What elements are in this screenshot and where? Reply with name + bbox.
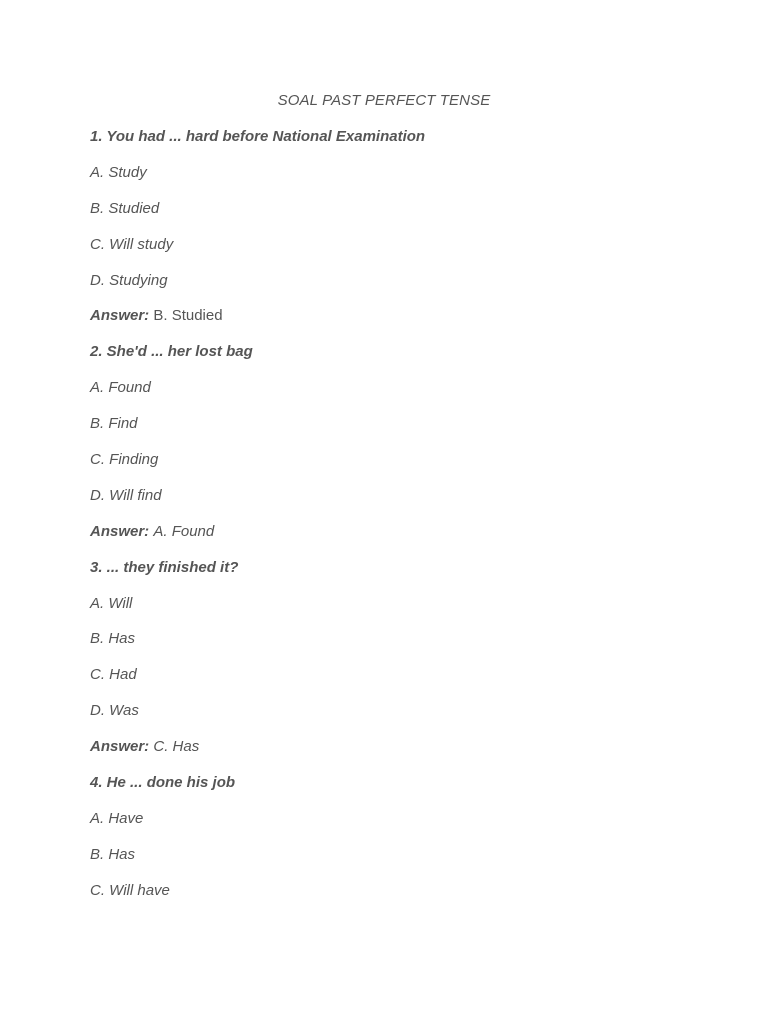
question-1-answer-value: B. Studied (153, 307, 223, 325)
question-3-option-d: D. Was (90, 702, 139, 720)
question-3-answer-value: C. Has (153, 738, 200, 756)
answer-label: Answer: (90, 307, 150, 325)
question-4-option-b: B. Has (90, 845, 136, 863)
question-2-option-d: D. Will find (90, 486, 162, 504)
question-1-option-b: B. Studied (90, 199, 160, 217)
question-2-option-c: C. Finding (90, 451, 159, 469)
question-2-option-a: A. Found (90, 379, 151, 397)
question-3: 3. ... they finished it? (90, 558, 239, 576)
question-4: 4. He ... done his job (90, 774, 236, 792)
question-1-answer (90, 306, 690, 342)
question-3-answer (90, 737, 690, 773)
question-4-option-c: C. Will have (90, 881, 170, 899)
question-3-option-c: C. Had (90, 666, 137, 684)
question-1-option-a: A. Study (90, 163, 147, 181)
answer-label: Answer: (90, 522, 150, 540)
question-1: 1. You had ... hard before National Examination (90, 128, 426, 145)
question-2: 2. She'd ... her lost bag (90, 343, 253, 361)
document-body (90, 127, 690, 917)
question-1-option-c: C. Will study (90, 235, 174, 253)
question-4-option-a: A. Have (90, 809, 144, 827)
question-2-answer (90, 522, 690, 558)
question-3-option-b: B. Has (90, 630, 136, 648)
page-title: SOAL PAST PERFECT TENSE (277, 92, 491, 109)
question-3-option-a: A. Will (90, 594, 133, 612)
answer-label: Answer: (90, 738, 150, 756)
question-1-option-d: D. Studying (90, 271, 168, 289)
question-2-answer-value: A. Found (153, 522, 215, 540)
question-2-option-b: B. Find (90, 415, 138, 433)
